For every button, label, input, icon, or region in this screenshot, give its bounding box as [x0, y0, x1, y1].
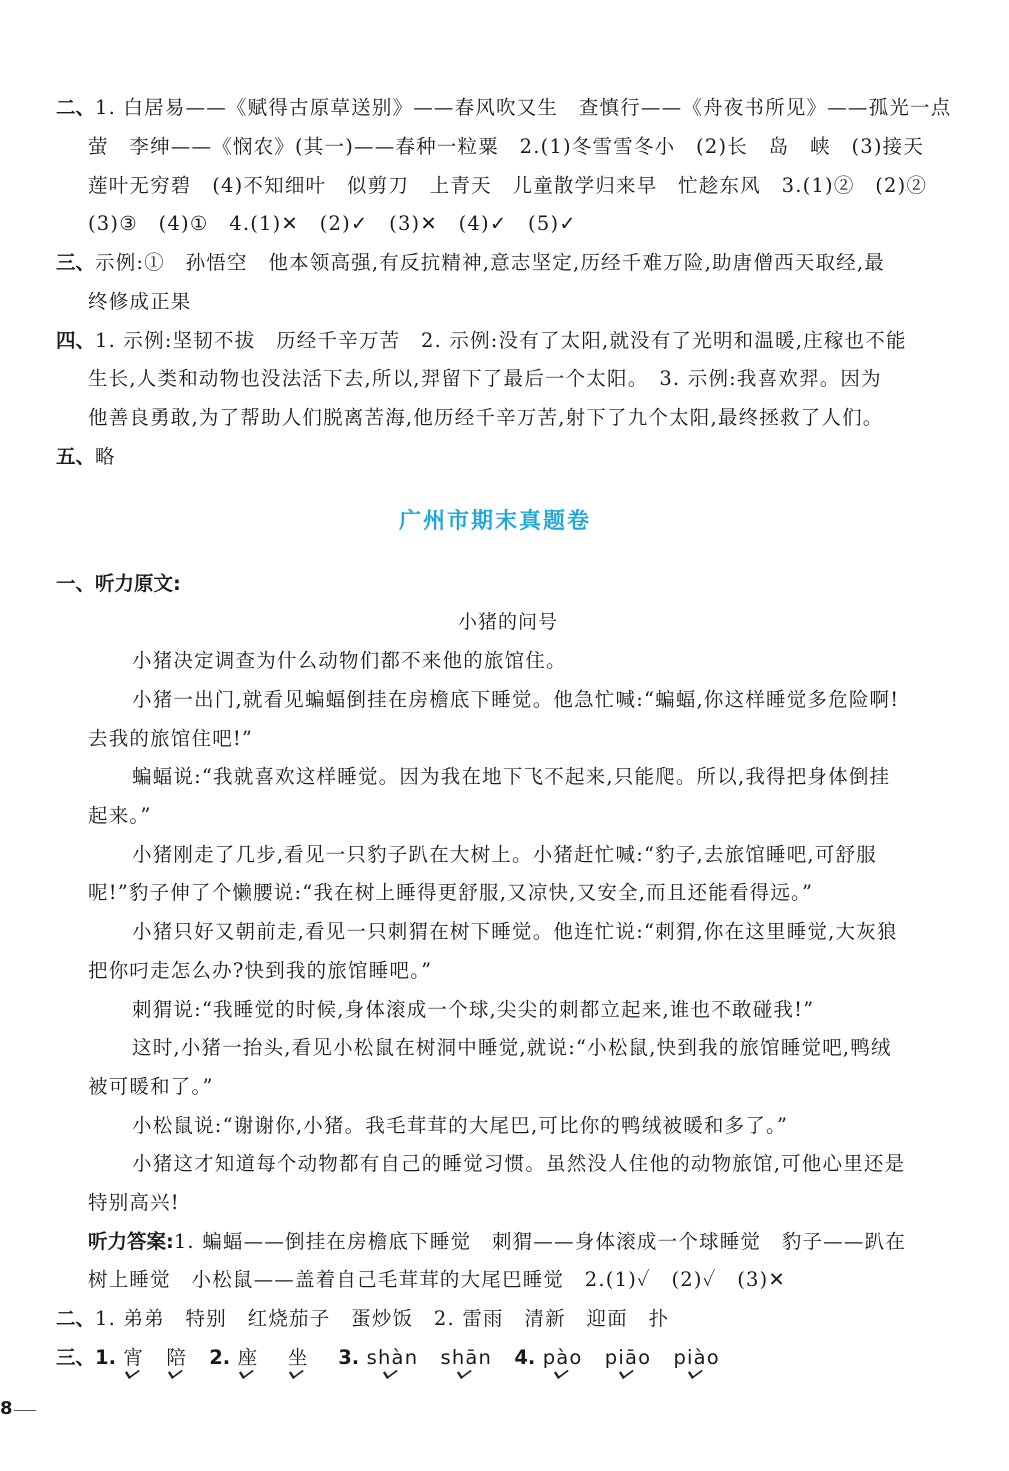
- answer-char-xiao: 宵: [123, 1346, 145, 1369]
- section-4-line-2: 生长,人类和动物也没法活下去,所以,羿留下了最后一个太阳。 3. 示例:我喜欢羿。因为: [88, 367, 882, 390]
- listening-answers-line-1: 听力答案:1. 蝙蝠——倒挂在房檐底下睡觉 刺猬——身体滚成一个球睡觉 豹子——趴在: [88, 1230, 907, 1253]
- story-paragraph-1: 小猪决定调查为什么动物们都不来他的旅馆住。: [132, 649, 567, 672]
- story-paragraph-9-line-2: 特别高兴!: [88, 1191, 180, 1214]
- story-paragraph-7-line-2: 被可暖和了。”: [88, 1075, 214, 1098]
- story-paragraph-6: 刺猬说:“我睡觉的时候,身体滚成一个球,尖尖的刺都立起来,谁也不敢碰我!”: [132, 998, 815, 1021]
- answer-pinyin-shan-4: shàn: [366, 1346, 419, 1369]
- section-5-line-1: 五、略: [56, 445, 116, 468]
- section-4-line-1: 四、1. 示例:坚韧不拔 历经千辛万苦 2. 示例:没有了太阳,就没有了光明和温暖,庄稼也不能: [56, 329, 907, 352]
- story-paragraph-3-line-1: 蝙蝠说:“我就喜欢这样睡觉。因为我在地下飞不起来,只能爬。所以,我得把身体倒挂: [132, 765, 891, 788]
- story-title: 小猪的问号: [457, 611, 558, 633]
- story-paragraph-4-line-2: 呢!”豹子伸了个懒腰说:“我在树上睡得更舒服,又凉快,又安全,而且还能看得远。”: [88, 881, 814, 904]
- answer-char-zuo-sit: 坐: [287, 1346, 309, 1369]
- answer-pinyin-pao: pào: [542, 1346, 583, 1369]
- section-2-line-2: 萤 李绅——《悯农》(其一)——春种一粒粟 2.(1)冬雪雪冬小 (2)长 岛 峡 (3)接天: [88, 135, 925, 158]
- section-3-line-2: 终修成正果: [88, 290, 192, 313]
- section-3-line-1: 三、示例:① 孙悟空 他本领高强,有反抗精神,意志坚定,历经千难万险,助唐僧西天取经,最: [56, 251, 885, 274]
- page-number-rule: [14, 1410, 36, 1411]
- answer-pinyin-shan-1: shān: [440, 1346, 493, 1369]
- story-paragraph-4-line-1: 小猪刚走了几步,看见一只豹子趴在大树上。小猪赶忙喊:“豹子,去旅馆睡吧,可舒服: [132, 843, 877, 866]
- answer-char-zuo-seat: 座: [237, 1346, 259, 1369]
- listening-heading: 一、听力原文:: [56, 572, 181, 595]
- story-paragraph-3-line-2: 起来。”: [88, 804, 152, 827]
- answer-pinyin-piao-1: piāo: [604, 1346, 652, 1369]
- section-4-line-3: 他善良勇敢,为了帮助人们脱离苦海,他历经千辛万苦,射下了九个太阳,最终拯救了人们。: [88, 406, 884, 429]
- section-2-line-4: (3)③ (4)① 4.(1)✕ (2)✓ (3)✕ (4)✓ (5)✓: [88, 212, 577, 235]
- story-paragraph-8: 小松鼠说:“谢谢你,小猪。我毛茸茸的大尾巴,可比你的鸭绒被暖和多了。”: [132, 1114, 789, 1137]
- story-paragraph-5-line-1: 小猪只好又朝前走,看见一只刺猬在树下睡觉。他连忙说:“刺猬,你在这里睡觉,大灰狼: [132, 920, 898, 943]
- story-paragraph-2-line-1: 小猪一出门,就看见蝙蝠倒挂在房檐底下睡觉。他急忙喊:“蝙蝠,你这样睡觉多危险啊!: [132, 688, 900, 711]
- listening-answers-line-2: 树上睡觉 小松鼠——盖着自己毛茸茸的大尾巴睡觉 2.(1)✓ (2)✓ (3)✕: [88, 1268, 786, 1291]
- answer-char-pei: 陪: [166, 1346, 188, 1369]
- story-paragraph-7-line-1: 这时,小猪一抬头,看见小松鼠在树洞中睡觉,就说:“小松鼠,快到我的旅馆睡觉吧,鸭绒: [132, 1036, 892, 1059]
- section-2-line-1: 二、1. 白居易——《赋得古原草送别》——春风吹又生 查慎行——《舟夜书所见》——孤光一点: [56, 96, 952, 119]
- story-paragraph-9-line-1: 小猪这才知道每个动物都有自己的睡觉习惯。虽然没人住他的动物旅馆,可他心里还是: [132, 1152, 906, 1175]
- section-2-line-3: 莲叶无穷碧 (4)不知细叶 似剪刀 上青天 儿童散学归来早 忙趁东风 3.(1)② (2)②: [88, 174, 928, 197]
- answer-pinyin-piao-4: piào: [673, 1346, 720, 1369]
- part-2-answers: 二、1. 弟弟 特别 红烧茄子 蛋炒饭 2. 雷雨 清新 迎面 扑: [56, 1307, 670, 1330]
- page-number: 8: [0, 1398, 13, 1419]
- exam-title: 广州市期末真题卷: [398, 509, 591, 534]
- part-3-answers: 三、1. 宵 陪 2. 座 坐 3. shàn shān 4. pào piāo piào: [56, 1346, 720, 1369]
- story-paragraph-2-line-2: 去我的旅馆住吧!”: [88, 727, 254, 750]
- story-paragraph-5-line-2: 把你叼走怎么办?快到我的旅馆睡吧。”: [88, 959, 433, 982]
